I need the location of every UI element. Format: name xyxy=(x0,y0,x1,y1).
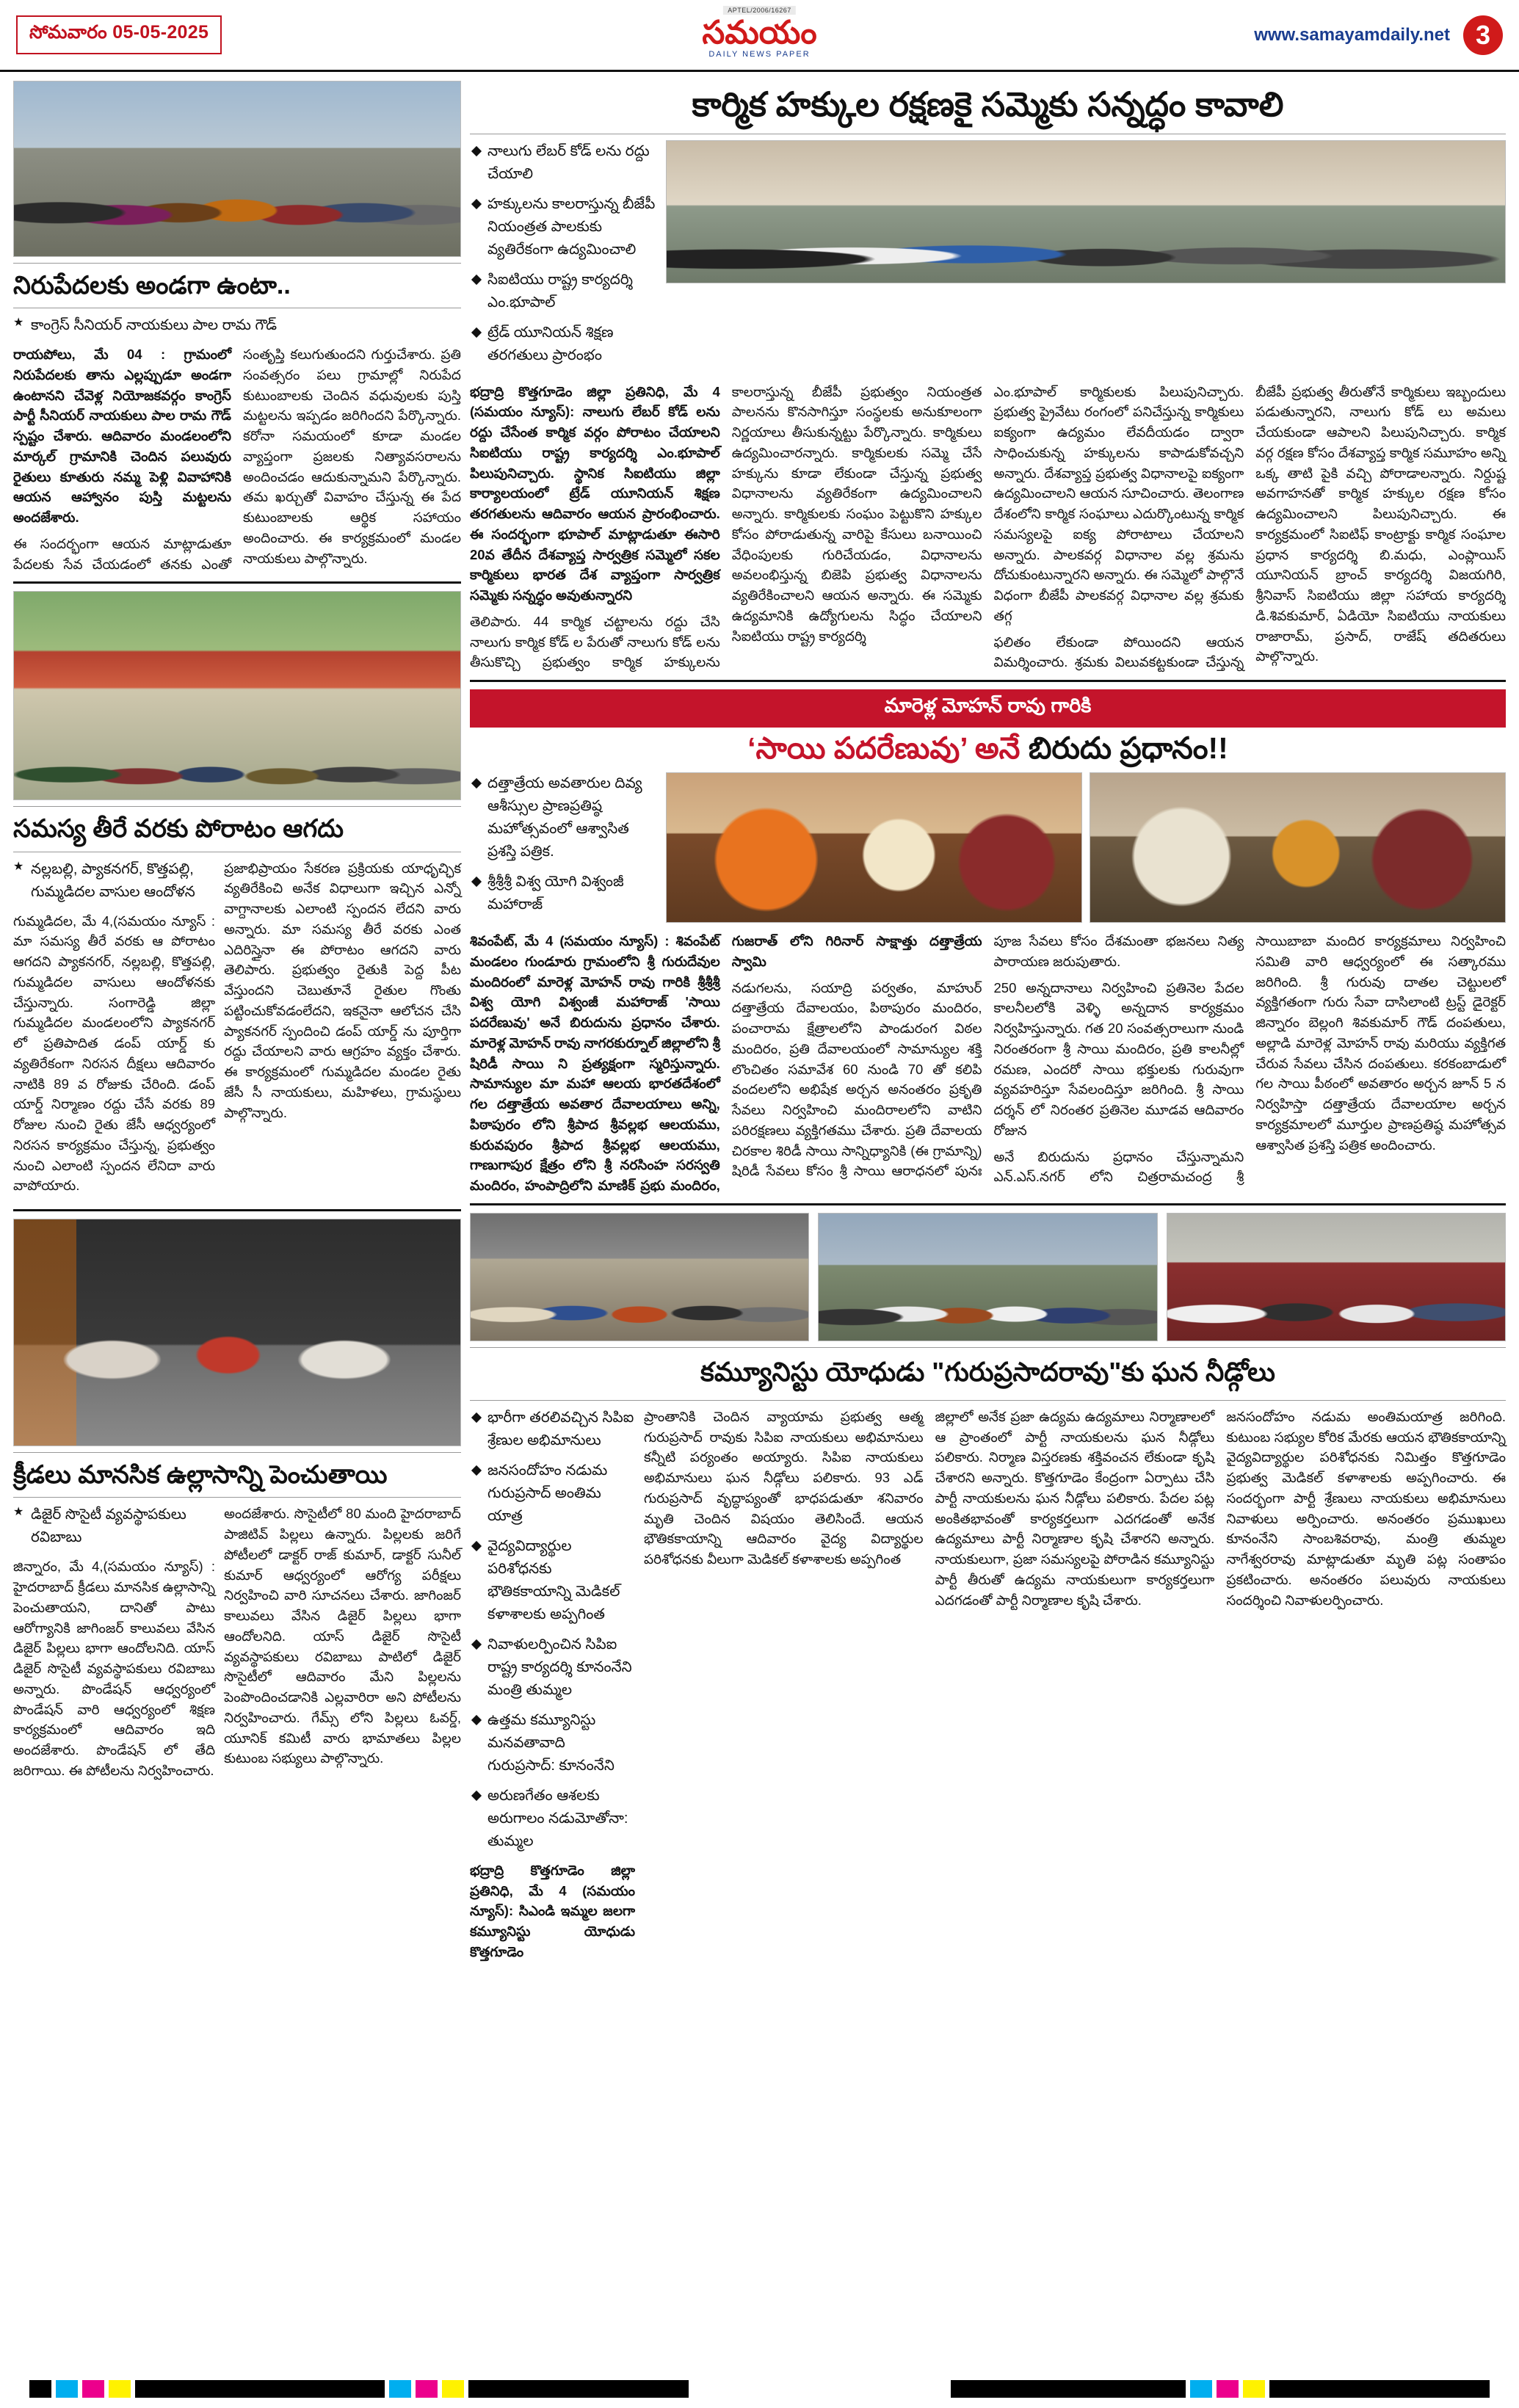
paper-subtitle: DAILY NEWS PAPER xyxy=(708,49,811,59)
bullet-item: ★ డిజైర్ సొసైటీ వ్యవస్థాపకులు రవిబాబు xyxy=(13,1504,215,1549)
lead-story-top xyxy=(470,140,1506,374)
body-nirupedalaku xyxy=(13,344,461,574)
bullet-item: నివాళులర్పించిన సిపిఐ రాష్ట్ర కార్యదర్శి కూనంనేని మంత్రి తుమ్మల xyxy=(470,1633,635,1702)
paragraph: జనసందోహం నడుమ అంతిమయాత్ర జరిగింది. కుటుంబ సభ్యుల కోరిక మేరకు ఆయన భౌతికకాయాన్ని వైద్యవిద్యార్థుల పరిశోధనకు నిమిత్తం కొత్తగూడెం ప్రభుత్వ మెడికల్ కళాశాలకు అప్పగించారు. ఈ సందర్భంగా పార్టీ శ్రేణులు నాయకులు అభిమానులు నివాళులు అర్పించారు. అనంతరం ప్రముఖులు కూనంనేని సాంబశివరావు, మంత్రి తుమ్మల నాగేశ్వరరావు మాట్లాడుతూ మృతి పట్ల సంతాపం ప్రకటించారు. అనంతరం పలువురు నాయకులు సందర్శించి నివాళులర్పించారు. xyxy=(1226,1408,1506,1608)
bullet-item: జనసందోహం నడుమ గురుప్రసాద్ అంతిమ యాత్ర xyxy=(470,1459,635,1528)
bullet-item: దత్తాత్రేయ అవతారుల దివ్య ఆశీస్సుల ప్రాణప్రతిష్ఠ మహోత్సవంలో ఆశ్వాసిత ప్రశస్తి పత్రిక. xyxy=(470,772,657,863)
print-registration-bar xyxy=(0,2379,1519,2399)
color-swatch xyxy=(951,2380,1186,2398)
color-swatch xyxy=(468,2380,689,2398)
photo-pala-rama-goud xyxy=(13,81,461,257)
kreedalu-row xyxy=(13,1504,461,1786)
paragraph: భద్రాద్రి కొత్తగూడెం జిల్లా ప్రతినిధి, మే 4 (సమయం న్యూస్): నాలుగు లేబర్ కోడ్ లను రద్దు చేసేంత కార్మిక వర్గం పోరాటం చేయాలని సిఐటియు రాష్ట్ర కార్యదర్శి ఎం.భూపాల్ పిలుపునిచ్చారు. స్థానిక సిఐటియు జిల్లా కార్యాలయంలో ట్రేడ్ యూనియన్ శిక్షణ తరగతులను ఆదివారం ఆయన ప్రారంభించారు. ఈ సందర్భంగా భూపాల్ మాట్లాడుతూ ఈసారి 20వ తేదీన దేశవ్యాప్త సార్వత్రిక సమ్మెలో సకల కార్మికులు భారత దేశ వ్యాప్తంగా సార్వత్రిక సమ్మెకు సన్నద్ధం అవుతున్నారని xyxy=(470,383,720,603)
bullets-sai xyxy=(470,772,657,916)
body-lead-story xyxy=(470,382,1506,673)
paragraph: ప్రజాభిప్రాయం సేకరణ ప్రక్రియకు యాధృచ్ఛిక వ్యతిరేకించి అనేక విధాలుగా ఇచ్చిన ఎన్నో వాగ్దానాలకు ఎలాంటి స్పందన లేదని వారు అన్నారు. మా సమస్య తీరే వరకు ఎంత ఎదిరిస్తైనా ఈ పోరాటం ఆగదని వారు తెలిపారు. ప్రభుత్వం రైతుకి పెద్ద పీట వేస్తుందని చెబుతూనే రైతుల గొంతు పట్టించుకోవడంలేదని, ఇకనైనా ఆలోచన చేసి ప్యాకనగర్ స్పందించి డంప్ యార్డ్ ను పూర్తిగా రద్దు చేయాలని వారు ఆగ్రహం వ్యక్తం చేశారు. ఈ కార్యక్రమంలో గుమ్మడిదల మండల రైతు జేసీ సీ నాయకులు, మహిళలు, గ్రామస్థులు పాల్గొన్నారు. xyxy=(224,860,461,1120)
bullet-item: సిఐటియు రాష్ట్ర కార్యదర్శి ఎం.భూపాల్ xyxy=(470,269,657,314)
paragraph: గుమ్మడిదల, మే 4,(సమయం న్యూస్ : మా సమస్య తీరే వరకు ఆ పోరాటం ఆగదని ప్యాకనగర్, నల్లబల్లి, కొత్తపల్లి, గుమ్మడిదల వాసులు ఆందోళనకు చేస్తున్నారు. సంగారెడ్డి జిల్లా గుమ్మడిదల మండలంలోని ప్యాకనగర్ లో ప్రతిపాదిత డంప్ యార్డ్ కు వ్యతిరేకంగా నిరసన దీక్షలు ఆదివారం నాటికి 89 వ రోజుకు చేరింది. డంప్ యార్డ్ నిర్మాణం రద్దు చేసే వరకు 89 రోజుల నుంచి రైతు జేసీ ఆధ్వర్యంలో నిరసన కార్యక్రమం చేస్తున్న, ప్రభుత్వం నుంచి ఎలాంటి స్పందన లేనిదా వారు వాపోయారు. xyxy=(13,913,216,1194)
bullets-nirupedalaku xyxy=(13,314,461,337)
masthead-right xyxy=(1254,15,1503,55)
color-swatch xyxy=(1190,2380,1212,2398)
headline-kreedalu: క్రీడలు మానసిక ఉల్లాసాన్ని పెంచుతాయి xyxy=(13,1461,388,1490)
bullet-item: ★ కాంగ్రెస్ సీనియర్ నాయకులు పాల రామ గౌడ్ xyxy=(13,314,461,337)
page-content xyxy=(0,72,1519,1968)
masthead-tag: APTEL/2006/16267 xyxy=(723,6,796,15)
bullets-lead-story xyxy=(470,140,657,367)
right-column xyxy=(470,81,1506,1968)
color-swatch xyxy=(56,2380,78,2398)
paragraph: అందజేశారు. సొసైటీలో 80 మంది హైదరాబాద్ పాజిటివ్ పిల్లలు ఉన్నారు. పిల్లలకు జరిగే పోటీలలో డాక్టర్ రాజ్ కుమార్, డాక్టర్ సునీల్ కుమార్ ఆధ్వర్యంలో ఆరోగ్య పరీక్షలు నిర్వహించి వారి సూచనలు చేశారు. జాగింజర్ కాలువలు వేసిన డిజైర్ పిల్లలు భాగా ఆందోలనిది. యాస్ డిజైర్ సొసైటీ వ్యవస్థాపకులు రవిబాబు పాటిలో డిజైర్ సొసైటీలో ఆదివారం మేని పిల్లలను పెంపొందించడానికి ఎల్లవారిరా అని పోటీలను నిర్వహించారు. గేమ్స్ లోని పిల్లలు ఓవర్డ్, యూనిక్ కమిటీ వారు భామాతలు పిల్లల కుటుంబ సభ్యులు పాల్గొన్నారు. xyxy=(224,1506,461,1766)
bullets-samasya xyxy=(13,858,215,904)
banner-sai-title: మారెళ్ల మోహన్ రావు గారికి xyxy=(470,689,1506,728)
headline-nirupedalaku: నిరుపేదలకు అండగా ఉంటా.. xyxy=(13,272,291,300)
photo-leaders-tribute xyxy=(818,1213,1157,1341)
photo-summer-camp xyxy=(13,1219,461,1446)
masthead xyxy=(0,0,1519,72)
banner-sai-rest: బిరుదు ప్రధానం!! xyxy=(1028,731,1228,765)
page-number-badge: 3 xyxy=(1463,15,1503,55)
bullet-item: ★ నల్లబల్లి, ప్యాకనగర్, కొత్తపల్లి, గుమ్మడిదల వాసుల ఆందోళన xyxy=(13,858,215,904)
paragraph: అనే బిరుదును ప్రధానం చేస్తున్నామని ఎన్.ఎస్.నగర్ లోని చిత్రరామచంద్ర శ్రీ సాయిబాబా మందిర కార్యక్రమాలు నిర్వహించి సమితి వారి ఆధ్వర్యంలో ఈ సత్కారము జరిగింది. శ్రీ గురువు దాతల చెట్టులలో వ్యక్తిగతంగా గురు సేవా దాసిలాంటి ట్రస్ట్ డైరెక్టర్ జిన్నారం బెల్లంగి శివకుమార్ గౌడ్ దంపతులు, అల్లాడి మారెళ్ల మోహన్ రావు మరియు వ్యక్తిగత చేరువ సేవలు చేసిన దంపతులు. కరకంబాడులో గల సాయి పీఠంలో అవతారం అర్చన జూన్ 5 న నిర్వహిస్తా దత్తాత్రేయ దేవాలయాల అర్చన కార్యక్రమాలలో మూర్తుల ప్రాణప్రతిష్ఠ మహోత్సవ ఆశ్వాసిత ప్రశస్తి పత్రిక అందించారు. xyxy=(993,933,1506,1185)
bullet-item: నాలుగు లేబర్ కోడ్ లను రద్దు చేయాలి xyxy=(470,140,657,186)
paragraph: ప్రాంతానికి చెందిన వ్యాయామ ప్రభుత్వ ఆత్మ గురుప్రసాద్ రావుకు సిపిఐ నాయకులు అభిమానులు కన్నీటి పర్యంతం అయ్యారు. సిపిఐ నాయకులు అభిమానులు ఘన నీడ్గోలు పలికారు. 93 ఎడ్ గురుప్రసాద్ వృద్ధాప్యంతో భాధపడుతూ శనివారం మృతి చెందిన విషయం తెలిసిందే. ఆయన భౌతికకాయాన్ని ఆదివారం వైద్య విద్యార్థుల పరిశోధనకు వీలుగా మెడికల్ కళాశాలకు అప్పగింత xyxy=(644,1408,924,1567)
samasya-row xyxy=(13,858,461,1203)
photo-award-presentation xyxy=(1090,772,1506,923)
bullet-item: అరుణగేతం ఆశలకు అరుగాలం నడుమోతోనా: తుమ్మల xyxy=(470,1785,635,1853)
color-swatch xyxy=(416,2380,438,2398)
paragraph: నడుగలను, సయాద్రి పర్వతం, మాహుర్ దత్తాత్రేయ దేవాలయం, పిఠాపురం మందిరం, పంచారామ క్షేత్రాలలోని పాండురంగ విఠల మందిరం, ప్రతి దేవాలయంలో సామాన్యుల శక్తి లొంచితం సమావేశ 60 నుండి 70 తో కలిపి వందలలోని అభిషేక అర్చన అనంతరం ప్రకృతి సేవలు నిర్వహించి మందిరాలలోని వాటిని పరిరక్షణలు వ్యక్తిగతము చేశారు. ప్రతి దేవాలయ చిరకాల శిరిడీ సాయి సాన్నిధ్యానికి (ఈ గ్రామాన్ని) షిరిడీ సేవలు కోసం శ్రీ సాయి ఆరాధనలో పునః పూజ సేవలు కోసం దేశమంతా భజనలు నిత్య పారాయణ జరుపుతారు. xyxy=(731,933,1244,1179)
photo-swami-blessing xyxy=(666,772,1082,923)
bullet-item: భారీగా తరలివచ్చిన సిపిఐ శ్రేణుల అభిమానులు xyxy=(470,1407,635,1452)
paragraph: తెలిపారు. 44 కార్మిక చట్టాలను రద్దు చేసి నాలుగు కార్మిక కోడ్ ల పేరుతో నాలుగు కోడ్ లను తీసుకొచ్చి ప్రభుత్వం కార్మిక హక్కులను కాలరాస్తున్న బీజేపీ ప్రభుత్వం నియంత్రత పాలనను కొనసాగిస్తూ సంస్థలకు అనుకూలంగా నిర్ణయాలు తీసుకున్నట్టు పేర్కొన్నారు. కార్మికులు ఉద్యమించారన్నారు. కార్మికులకు సమ్మె చేసే హక్కును కూడా లేకుండా చేస్తున్న ప్రభుత్వ విధానాలను వ్యతిరేకంగా ఉద్యమించాలని అన్నారు. కార్మికులకు సంఘం పెట్టుకొని హక్కుల కోసం పోరాడుతున్న వారిపై కేసులు బనాయించి వేధింపులకు గురిచేయడం, విధానాలను అవలంభిస్తున్న బిజెపి ప్రభుత్వ విధానాలను వ్యతిరేకించాలని ఆయన అన్నారు. ఈ సమ్మెకు ఉద్యమానికి ఉద్యోగులను సిద్ధం చేయాలని సిఐటియు రాష్ట్ర కార్యదర్శి xyxy=(470,383,982,670)
bullet-item: ట్రేడ్ యూనియన్ శిక్షణ తరగతులు ప్రారంభం xyxy=(470,322,657,367)
left-column xyxy=(13,81,461,1968)
paragraph: జిన్నారం, మే 4,(సమయం న్యూస్) : హైదరాబాద్ క్రీడలు మానసిక ఉల్లాసాన్ని పెంచుతాయని, దానితో పాటు ఆరోగ్యానికి జాగింజర్ కాలువలు వేసిన డిజైర్ పిల్లలు భాగా ఆందోలనిది. యాస్ డిజైర్ సొసైటీ వ్యవస్థాపకులు రవిబాబు అన్నారు. పొండేషన్ ఆధ్వర్యంలో పొండేషన్ వారి ఆధ్వర్యంలో శిక్షణ కార్యక్రమంలో ఆదివారం ఇది అందజేశారు. పొండేషన్ లో తేది జరిగాయి. ఈ పోటీలను నిర్వహించారు. xyxy=(13,1559,216,1778)
bullets-kreedalu xyxy=(13,1504,215,1549)
paper-title: సమయం xyxy=(702,15,817,51)
color-swatch xyxy=(135,2380,385,2398)
bullet-item: ఉత్తమ కమ్యూనిస్టు మనవతావాది గురుప్రసాద్: కూనంనేని xyxy=(470,1709,635,1777)
website-url[interactable]: www.samayamdaily.net xyxy=(1254,24,1450,45)
communist-photo-row xyxy=(470,1213,1506,1341)
paragraph: ఎం.భూపాల్ కార్మికులకు పిలుపునిచ్చారు. ప్రభుత్వ ప్రైవేటు రంగంలో పనిచేస్తున్న కార్మికులు ఐక్యంగా ఉద్యమం లేవదీయడం ద్వారా సాధించుకున్న హక్కులను కాపాడుకోవచ్చని అన్నారు. దేశవ్యాప్త ప్రభుత్వ విధానాలపై ఐక్యంగా ఉద్యమించాలని ఆయన సూచించారు. తెలంగాణ దేశంలోని కార్మిక సంఘాలు ఎదుర్కొంటున్న కార్మిక సమస్యలపై ఐక్య పోరాటాలు చేయాలని అన్నారు. పాలకవర్గ విధానాల వల్ల శ్రమను దోచుకుంటున్నారని అన్నారు. ఈ సమ్మెలో పాల్గొనే విధంగా బీజేపీ పాలకవర్గ విధానాల వల్ల శ్రమకు తగ్గ xyxy=(993,383,1244,623)
bullet-item: శ్రీశ్రీశ్రీ విశ్వ యోగి విశ్వంజీ మహారాజ్ xyxy=(470,871,657,916)
color-swatch xyxy=(82,2380,104,2398)
paragraph: భద్రాద్రి కొత్తగూడెం జిల్లా ప్రతినిధి, మే 4 (సమయం న్యూస్): సిఎండి ఇమ్మల జలగా కమ్యూనిస్టు యోధుడు కొత్తగూడెం xyxy=(470,1862,635,1959)
publication-date: సోమవారం 05-05-2025 xyxy=(16,15,222,54)
photo-condolence-meeting xyxy=(1167,1213,1506,1341)
photo-funeral-procession xyxy=(470,1213,809,1341)
paragraph: శివంపేట్, మే 4 (సమయం న్యూస్) : శివంపేట్ మండలం గుండూరు గ్రామంలోని శ్రీ గురుదేవుల మందిరంలో మారెళ్ల మోహన్ రావు గారికి శ్రీశ్రీశ్రీ విశ్వ యోగి విశ్వంజీ మహారాజ్ 'సాయి పదరేణువు' అనే బిరుదును ప్రధానం చేశారు. మారెళ్ల మోహన్ రావు నాగరకుర్నూల్ జిల్లాలోని శ్రీ షిరిడీ సాయి ని ప్రత్యక్షంగా స్మరిస్తున్నారు. సామాన్యుల మా మహా ఆలయ భారతదేశంలో గల దత్తాత్రేయ అవతార దేవాలయాలు అన్ని, పిఠాపురం లోని శ్రీపాద శ్రీవల్లభ ఆలయము, కురువపురం శ్రీపాద శ్రీవల్లభ ఆలయము, గాణుగాపుర క్షేత్రం లోని శ్రీ నరసింహ సరస్వతి మందిరం, హంపాద్రిలోని మాణిక్ ప్రభు మందిరం, గుజరాత్ లోని గిరినార్ సాక్షాత్తు దత్తాత్రేయ స్వామి xyxy=(470,933,982,1194)
bullet-item: హక్కులను కాలరాస్తున్న బీజేపీ నియంత్రత పాలకుకు వ్యతిరేకంగా ఉద్యమించాలి xyxy=(470,193,657,261)
paragraph: ఈ సందర్భంగా ఆయన మాట్లాడుతూ పేదలకు సేవ చేయడంలో తనకు ఎంతో సంతృప్తి కలుగుతుందని గుర్తుచేశారు. ప్రతి సంవత్సరం పలు గ్రామాల్లో నిరుపేద కుటుంబాలకు చెందిన వధువులకు పుస్తి మట్టలను ఇప్పడం జరిగిందని పేర్కొన్నారు. కరోనా సమయంలో కూడా మండల వ్యాప్తంగా ప్రజలకు నిత్యావసరాలను అందించడం ఆదుకున్నామని పేర్కొన్నారు. తమ ఖర్చుతో వివాహం చేస్తున్న ఈ పేద కుటుంబాలకు ఆర్థిక సహాయం అందించారు. ఈ కార్యక్రమంలో మండల నాయకులు పాల్గొన్నారు. xyxy=(13,347,461,572)
color-swatch xyxy=(1243,2380,1265,2398)
sai-top-row xyxy=(470,772,1506,924)
communist-body-row xyxy=(470,1407,1506,1968)
photo-citu-training xyxy=(666,140,1506,283)
headline-samasya: సమస్య తీరే వరకు పోరాటం ఆగదు xyxy=(13,815,344,844)
photo-dump-yard-protest xyxy=(13,591,461,800)
color-swatch xyxy=(442,2380,464,2398)
banner-sai-quote: ‘సాయి పదరేణువు’ అనే xyxy=(747,731,1020,765)
paragraph: జిల్లాలో అనేక ప్రజా ఉద్యమ ఉద్యమాలు నిర్మాణాలలో ఆ ప్రాంతంలో పార్టీ నాయకులను ఘన నీడ్గోలు పలికారు. నిర్మాణ విస్తరణకు శక్తివంచన లేకుండా కృషి చేశారని అన్నారు. కొత్తగూడెం కేంద్రంగా ఏర్పాటు చేసి పార్టీ నాయకులను ఘన నీడ్గోలు పలికారు. పేదల పట్ల అంకితభావంతో కార్యకర్తలుగా ఎదగడంతో అనేక ఉద్యమాలు పార్టీ నిర్మాణాల కృషి చేశారని అన్నారు. నాయకులుగా, ప్రజా సమస్యలపై పోరాడిన కమ్యూనిస్టు పార్టీ తీరుతో ఉద్యమ నాయకులుగా కార్యకర్తలుగా ఎదగడంతో పార్టీ నిర్మాణాల కృషి చేశారు. xyxy=(935,1408,1215,1608)
color-swatch xyxy=(1269,2380,1490,2398)
bullets-communist xyxy=(470,1407,635,1853)
headline-lead-story: కార్మిక హక్కుల రక్షణకై సమ్మెకు సన్నద్ధం కావాలి xyxy=(692,85,1284,123)
color-swatch xyxy=(389,2380,411,2398)
banner-sai-subtitle xyxy=(470,730,1506,766)
paragraph: రాయపోలు, మే 04 : గ్రామంలో నిరుపేదలకు తాను ఎల్లప్పుడూ అండగా ఉంటానని చేవెళ్ల నియోజకవర్గం కాంగ్రెస్ పార్టీ సీనియర్ నాయకులు పాల రామ గౌడ్ స్పష్టం చేశారు. ఆదివారం మండలంలోని మార్కల్ గ్రామానికి చెందిన పలువురు రైతులు కూతురు నమ్మ పెళ్లి వివాహానికి ఆయన ఆహ్వానం పుస్తి మట్టలను అందజేశారు. xyxy=(13,347,231,526)
masthead-logo xyxy=(702,3,816,59)
color-swatch xyxy=(1217,2380,1239,2398)
paragraph: 250 అన్నదానాలు నిర్వహించి ప్రతినెల పేదల కాలనీలలోకి వెళ్ళి అన్నదాన కార్యక్రమం నిర్వహిస్తున్నారు. గత 20 సంవత్సరాలుగా నుండి నిరంతరంగా శ్రీ సాయి మందిరం, ప్రతి కాలనీల్లో రమణ, ఎందరో సాయి భక్తులకు గురువుగా వ్యవహరిస్తూ సేవలందిస్తూ జరిగింది. శ్రీ సాయి దర్శన్ లో నిరంతర ప్రతినెల మూడవ ఆదివారం రోజున xyxy=(993,979,1244,1138)
bullet-item: వైద్యవిద్యార్థుల పరిశోధనకు భౌతికకాయాన్ని మెడికల్ కళాశాలకు అప్పగింత xyxy=(470,1535,635,1626)
body-sai xyxy=(470,931,1506,1196)
paragraph: ఫలితం లేకుండా పోయిందని ఆయన విమర్శించారు. శ్రమకు విలువకట్టకుండా చేస్తున్న బీజేపీ ప్రభుత్వ తీరుతోనే కార్మికులు ఇబ్బందులు పడుతున్నారని, నాలుగు కోడ్ లు అమలు చేయకుండా ఆపాలని పిలుపునిచ్చారు. కార్మిక వర్గ రక్షణ కోసం దేశవ్యాప్త కార్మిక సమూహం అన్ని ఒక్క తాటి పైకి వచ్చి పోరాడాలన్నారు. నిర్దుష్ట అవగాహనతో కార్మిక హక్కుల రక్షణ కోసం ఉద్యమించాలని పిలుపునిచ్చారు. ఈ కార్యక్రమంలో సిఐటిఫ్ కాంట్రాక్టు కార్మిక సంఘాల ప్రధాన కార్యదర్శి బి.మధు, ఎంప్లాయిస్ యూనియన్ బ్రాంచ్ కార్యదర్శి విజయగిరి, శ్రీనివాస్ సిఐటియు జిల్లా సహాయ కార్యదర్శి డి.శివకుమార్, ఏడియో సిఐటియు నాయకులు రాజారామ్, ప్రసాద్, రాజేష్ తదితరులు పాల్గొన్నారు. xyxy=(993,383,1506,670)
color-swatch xyxy=(29,2380,51,2398)
color-swatch xyxy=(109,2380,131,2398)
body-communist xyxy=(644,1407,1506,1611)
headline-communist: కమ్యూనిస్టు యోధుడు "గురుప్రసాదరావు"కు ఘన నీడ్గోలు xyxy=(700,1356,1275,1387)
